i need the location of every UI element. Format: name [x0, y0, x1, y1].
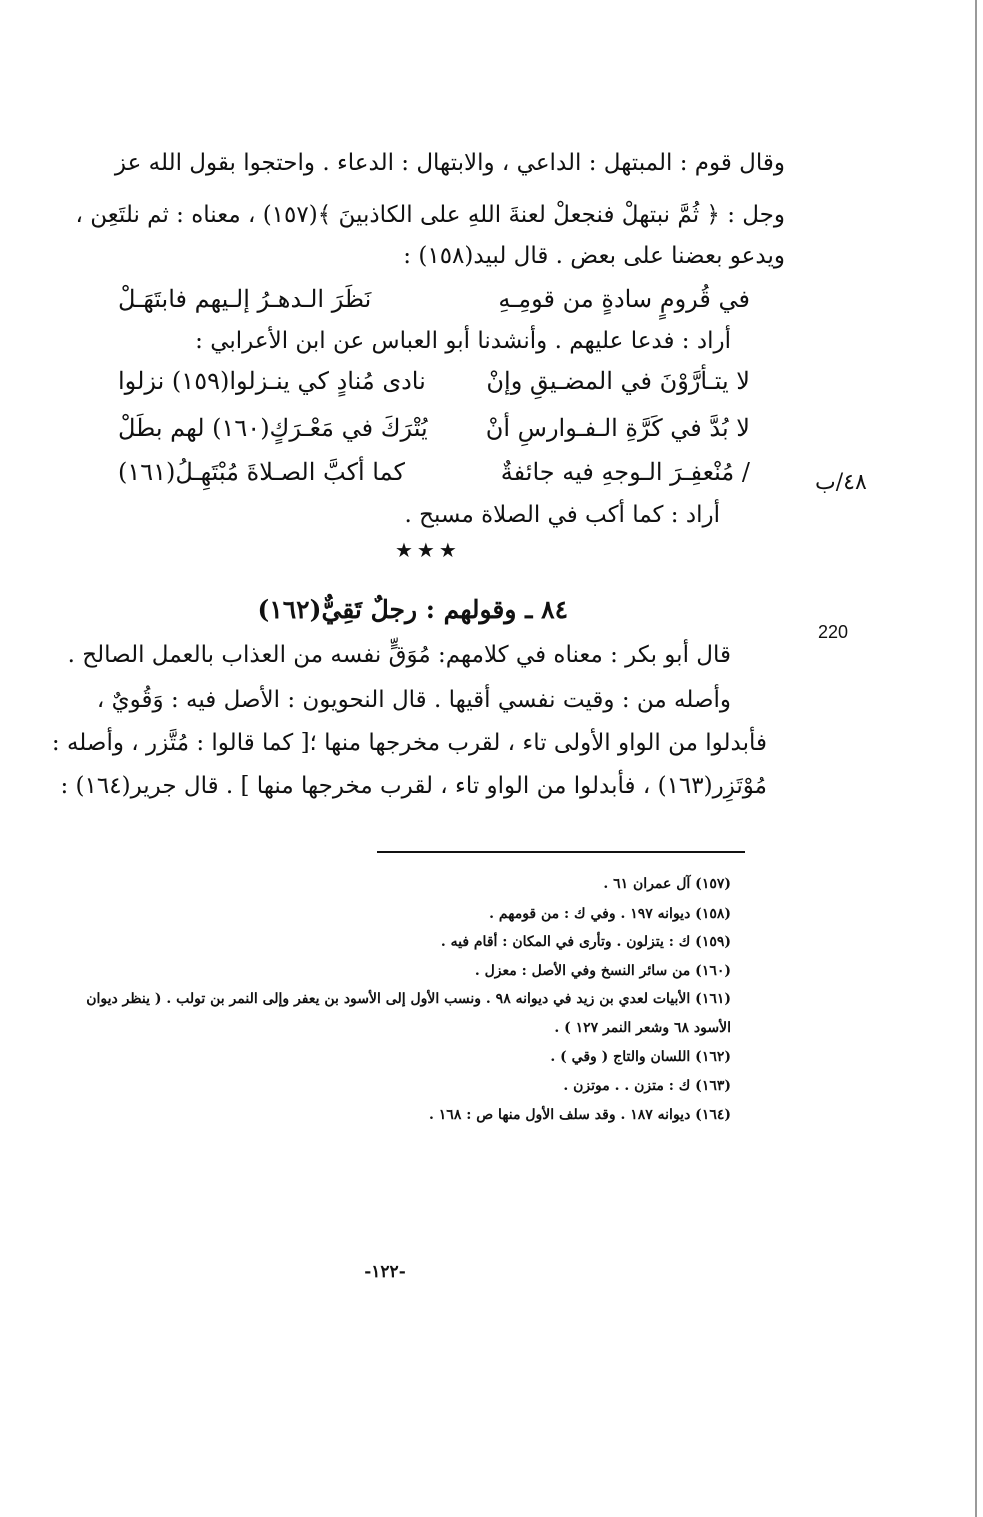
- body-line-1: وقال قوم : المبتهل : الداعي ، والابتهال : الدعاء . واحتجوا بقول الله عز: [114, 150, 785, 176]
- body-line-after-verse-1: أراد : فدعا عليهم . وأنشدنا أبو العباس عن ابن الأعرابي :: [195, 328, 731, 354]
- margin-page-reference: 220: [818, 622, 849, 642]
- scan-edge: [975, 0, 977, 1517]
- footnote-157: (١٥٧) آل عمران ٦١ .: [603, 876, 731, 892]
- verse-2-second-hemistich: نادى مُنادٍ كي ينـزلوا(١٥٩) نزلوا: [118, 367, 426, 395]
- footnote-161: (١٦١) الأبيات لعدي بن زيد في ديوانه ٩٨ . ونسب الأول إلى الأسود بن يعفر وإلى النمر بن تولب . ( ينظر ديوان: [86, 991, 731, 1007]
- footnote-158: (١٥٨) ديوانه ١٩٧ . وفي ك : من قومهم .: [489, 906, 731, 922]
- verse-3-first-hemistich: لا بُدَّ في كَرَّةِ الـفـوارسِ أنْ: [485, 414, 750, 442]
- section-heading: ٨٤ ـ وقولهم : رجلٌ تَقِيٌّ(١٦٢): [257, 595, 568, 624]
- section-separator-stars: ★★★: [395, 538, 461, 562]
- verse-4-first-hemistich: / مُنْعفِـرَ الـوجهِ فيه جائفةٌ: [500, 458, 750, 486]
- verse-1-second-hemistich: نَظَرَ الـدهـرُ إلـيهم فابتَهَـلْ: [118, 285, 372, 313]
- verse-2-first-hemistich: لا يتـأرَّوْنَ في المضـيقِ وإنْ: [486, 367, 750, 395]
- footnote-161-continuation: الأسود ٦٨ وشعر النمر ١٢٧ ) .: [554, 1020, 731, 1036]
- footnote-164: (١٦٤) ديوانه ١٨٧ . وقد سلف الأول منها ص : ١٦٨ .: [429, 1107, 731, 1123]
- section-line-4: مُوْتَزِر(١٦٣) ، فأبدلوا من الواو تاء ، لقرب مخرجها منها ] . قال جرير(١٦٤) :: [60, 773, 767, 799]
- body-line-2: وجل : ﴿ ثُمَّ نبتهلْ فنجعلْ لعنةَ اللهِ على الكاذبينَ ﴾(١٥٧) ، معناه : ثم نلتَعِن ،: [75, 202, 785, 228]
- page-number: -١٢٢-: [364, 1262, 406, 1282]
- body-line-after-verses: أراد : كما أكب في الصلاة مسبح .: [404, 502, 720, 528]
- section-line-3: فأبدلوا من الواو الأولى تاء ، لقرب مخرجها منها ؛[ كما قالوا : مُتَّزر ، وأصله :: [51, 730, 767, 756]
- section-line-1: قال أبو بكر : معناه في كلامهم: مُوَقٍّ نفسه من العذاب بالعمل الصالح .: [67, 642, 731, 668]
- footnote-separator-rule: [377, 851, 745, 853]
- margin-folio-marker: ٤٨/ب: [815, 470, 867, 495]
- verse-4-second-hemistich: كما أكبَّ الصـلاةَ مُبْتَهِـلُ(١٦١): [118, 458, 405, 486]
- footnote-162: (١٦٢) اللسان والتاج ( وقي ) .: [550, 1049, 731, 1065]
- footnote-159: (١٥٩) ك : يتزلون . وتأرى في المكان : أقام فيه .: [440, 934, 731, 950]
- verse-3-second-hemistich: يُتْرَكَ في مَعْـرَكٍ(١٦٠) لهم بطَلْ: [118, 414, 428, 442]
- footnote-160: (١٦٠) من سائر النسخ وفي الأصل : معزل .: [474, 963, 731, 979]
- body-line-3: ويدعو بعضنا على بعض . قال لبيد(١٥٨) :: [403, 243, 785, 269]
- verse-1-first-hemistich: في قُرومٍ سادةٍ من قومِـهِ: [498, 285, 750, 313]
- footnote-163: (١٦٣) ك : متزن . . موتزن .: [563, 1078, 731, 1094]
- section-line-2: وأصله من : وقيت نفسي أقيها . قال النحويون : الأصل فيه : وَقُويٌ ،: [96, 687, 731, 713]
